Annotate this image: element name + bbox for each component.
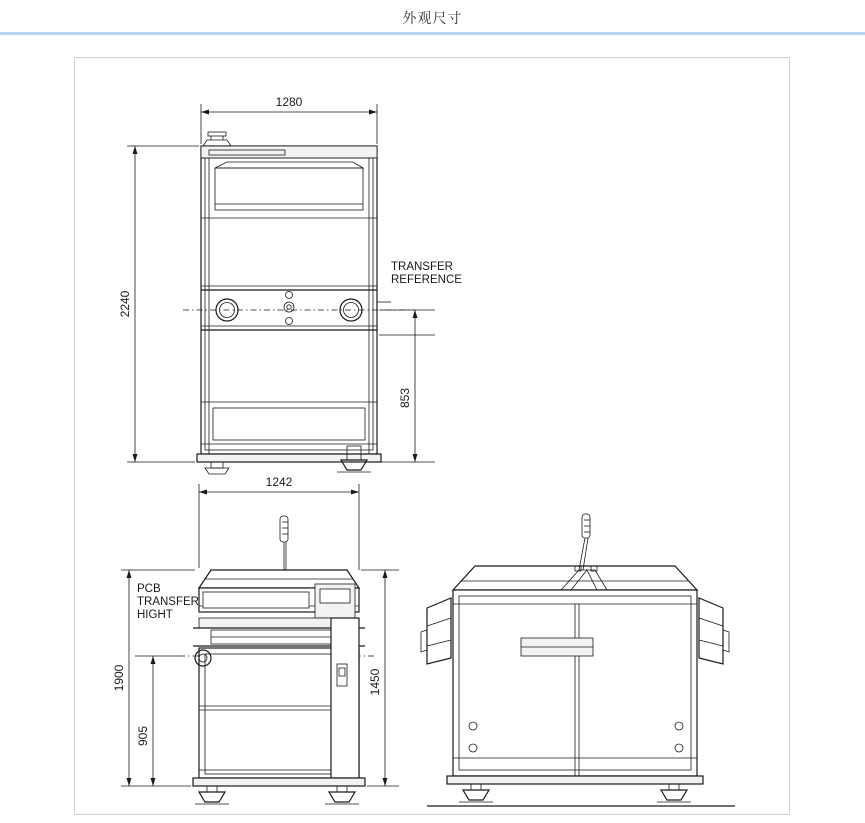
dimension-label-2240: 2240 [118,290,132,318]
header-divider [0,32,865,35]
top-view-group [118,95,462,474]
dimension-label-853: 853 [398,387,412,409]
dimension-label-1242: 1242 [265,475,293,489]
page-header [0,0,865,36]
dimension-1242 [199,475,359,570]
note-pcb-transfer-hight-line3: HIGHT [137,609,173,621]
note-pcb-transfer-hight-line2: TRANSFER [137,596,199,608]
note-pcb-transfer-hight-line1: PCB [137,583,161,595]
dimension-label-1280: 1280 [275,95,303,109]
dimension-2240 [118,146,199,462]
dimension-853 [379,310,435,462]
note-transfer-reference [377,261,462,302]
dimension-1450 [361,570,399,786]
side-view-group [421,514,735,806]
page-title: 外观尺寸 [402,10,463,26]
dimension-label-1900: 1900 [112,664,126,692]
machine-dimension-drawing [75,58,789,814]
dimension-label-1450: 1450 [368,668,382,696]
note-pcb-transfer-hight [137,583,199,621]
note-transfer-reference-line2: REFERENCE [391,274,462,286]
dimension-1280 [201,95,377,144]
note-transfer-reference-line1: TRANSFER [391,261,453,273]
dimension-905 [135,656,179,786]
dimension-label-905: 905 [136,725,150,747]
front-view-group [112,475,399,804]
drawing-frame [74,57,790,815]
